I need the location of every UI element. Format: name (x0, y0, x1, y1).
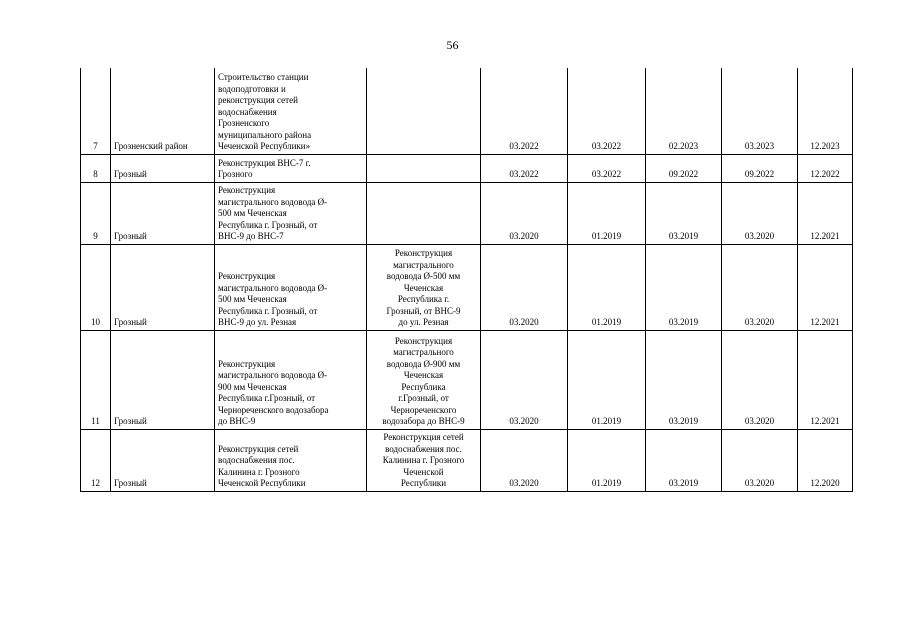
date-cell: 03.2022 (568, 154, 646, 182)
date-cell: 12.2021 (798, 330, 853, 429)
district-cell: Грозненский район (111, 68, 215, 154)
date-cell: 12.2023 (798, 68, 853, 154)
subobject-cell: Реконструкция магистрального водовода Ø-500 мм Чеченская Республика г. Грозный, от ВНС-9 до ул. Резная (367, 244, 481, 330)
date-cell: 03.2020 (722, 244, 798, 330)
district-cell: Грозный (111, 154, 215, 182)
page-number: 56 (446, 38, 459, 52)
date-cell: 03.2022 (481, 154, 568, 182)
investment-table (80, 68, 853, 492)
date-cell: 03.2022 (568, 68, 646, 154)
date-cell: 03.2020 (722, 330, 798, 429)
date-cell: 03.2020 (481, 429, 568, 491)
object-cell: Реконструкция сетей водоснабжения пос. Калинина г. Грозного Чеченской Республики (215, 429, 367, 491)
object-cell: Строительство станции водоподготовки и реконструкция сетей водоснабжения Грозненского муниципального района Чеченской Республики» (215, 68, 367, 154)
date-cell: 12.2022 (798, 154, 853, 182)
date-cell: 03.2022 (481, 68, 568, 154)
date-cell: 09.2022 (646, 154, 722, 182)
subobject-cell: Реконструкция магистрального водовода Ø-900 мм Чеченская Республика г.Грозный, от Чернореченского водозабора до ВНС-9 (367, 330, 481, 429)
date-cell: 09.2022 (722, 154, 798, 182)
date-cell: 01.2019 (568, 182, 646, 244)
date-cell: 03.2019 (646, 429, 722, 491)
date-cell: 12.2021 (798, 182, 853, 244)
subobject-cell (367, 154, 481, 182)
date-cell: 03.2020 (481, 182, 568, 244)
date-cell: 12.2020 (798, 429, 853, 491)
date-cell: 03.2023 (722, 68, 798, 154)
district-cell: Грозный (111, 244, 215, 330)
table-row (81, 68, 853, 154)
date-cell: 02.2023 (646, 68, 722, 154)
row-number: 7 (81, 68, 111, 154)
row-number: 8 (81, 154, 111, 182)
subobject-cell (367, 68, 481, 154)
date-cell: 03.2019 (646, 244, 722, 330)
object-cell: Реконструкция ВНС-7 г. Грозного (215, 154, 367, 182)
row-number: 12 (81, 429, 111, 491)
date-cell: 03.2020 (722, 429, 798, 491)
district-cell: Грозный (111, 330, 215, 429)
district-cell: Грозный (111, 429, 215, 491)
date-cell: 01.2019 (568, 429, 646, 491)
date-cell: 03.2020 (722, 182, 798, 244)
row-number: 9 (81, 182, 111, 244)
object-cell: Реконструкция магистрального водовода Ø- 500 мм Чеченская Республика г. Грозный, от ВНС-9 до ВНС-7 (215, 182, 367, 244)
row-number: 10 (81, 244, 111, 330)
date-cell: 01.2019 (568, 330, 646, 429)
date-cell: 12.2021 (798, 244, 853, 330)
subobject-cell (367, 182, 481, 244)
table-row (81, 244, 853, 330)
date-cell: 03.2020 (481, 330, 568, 429)
object-cell: Реконструкция магистрального водовода Ø- 500 мм Чеченская Республика г. Грозный, от ВНС-9 до ул. Резная (215, 244, 367, 330)
date-cell: 03.2019 (646, 330, 722, 429)
row-number: 11 (81, 330, 111, 429)
table-row (81, 330, 853, 429)
table-row (81, 182, 853, 244)
district-cell: Грозный (111, 182, 215, 244)
table-row (81, 429, 853, 491)
subobject-cell: Реконструкция сетей водоснабжения пос. Калинина г. Грозного Чеченской Республики (367, 429, 481, 491)
date-cell: 01.2019 (568, 244, 646, 330)
date-cell: 03.2020 (481, 244, 568, 330)
date-cell: 03.2019 (646, 182, 722, 244)
table-row (81, 154, 853, 182)
object-cell: Реконструкция магистрального водовода Ø- 900 мм Чеченская Республика г.Грозный, от Чернореченского водозабора до ВНС-9 (215, 330, 367, 429)
